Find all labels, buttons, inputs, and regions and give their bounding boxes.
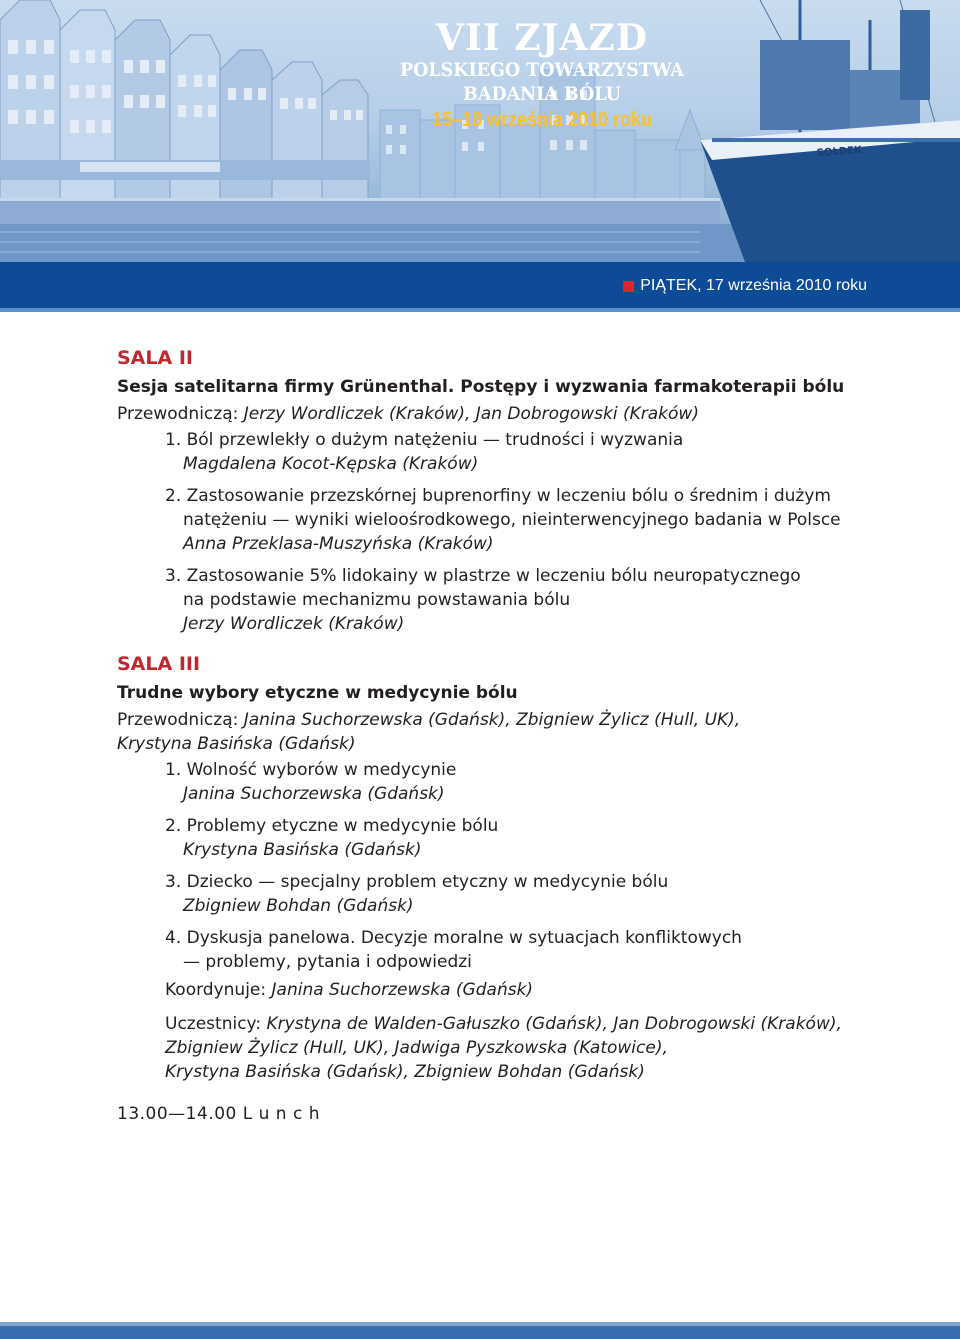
room-heading-sala-3: SALA III xyxy=(117,653,201,675)
talk-title: 2. Problemy etyczne w medycynie bólu xyxy=(165,816,499,836)
participants-names-continued: Zbigniew Żylicz (Hull, UK), Jadwiga Pyszkowska (Katowice), xyxy=(165,1038,668,1058)
talk-title-continued: — problemy, pytania i odpowiedzi xyxy=(183,952,472,972)
header-banner xyxy=(0,0,960,262)
chairs-line xyxy=(117,708,877,732)
participants-names-continued: Krystyna Basińska (Gdańsk), Zbigniew Bohdan (Gdańsk) xyxy=(165,1062,645,1082)
participants-block xyxy=(165,1012,877,1084)
list-item xyxy=(165,758,877,806)
talk-title: 4. Dyskusja panelowa. Decyzje moralne w sytuacjach konfliktowych xyxy=(165,928,742,948)
chairs-line xyxy=(117,402,877,426)
talk-author: Janina Suchorzewska (Gdańsk) xyxy=(183,784,445,804)
talk-title: 3. Dziecko — specjalny problem etyczny w medycynie bólu xyxy=(165,872,669,892)
list-item xyxy=(165,564,877,636)
chairs-names: Jerzy Wordliczek (Kraków), Jan Dobrogowski (Kraków) xyxy=(243,404,699,424)
day-text: PIĄTEK, 17 września 2010 roku xyxy=(640,277,867,294)
footer-bar-highlight xyxy=(0,1322,960,1326)
talk-author: Jerzy Wordliczek (Kraków) xyxy=(183,614,405,634)
conference-dates: 15–18 września 2010 roku xyxy=(431,109,653,131)
talk-author: Zbigniew Bohdan (Gdańsk) xyxy=(183,896,414,916)
red-square-icon xyxy=(623,281,634,292)
talk-title-continued: na podstawie mechanizmu powstawania bólu xyxy=(183,590,571,610)
coordinator-line xyxy=(165,978,877,1002)
session-title: Trudne wybory etyczne w medycynie bólu xyxy=(117,683,518,703)
coordinator-label: Koordynuje: xyxy=(165,980,272,1000)
list-item xyxy=(165,484,877,556)
room-heading-sala-2: SALA II xyxy=(117,347,193,369)
chairs-label: Przewodniczą: xyxy=(117,404,244,424)
talk-author: Krystyna Basińska (Gdańsk) xyxy=(183,840,422,860)
list-item xyxy=(165,428,877,476)
conference-title: VII ZJAZD xyxy=(436,17,648,59)
participants-label: Uczestnicy: xyxy=(165,1014,267,1034)
talk-title: 1. Wolność wyborów w medycynie xyxy=(165,760,457,780)
list-item xyxy=(165,870,877,918)
day-band-underline xyxy=(0,308,960,312)
ship-name: SOŁDEK xyxy=(816,144,863,159)
list-item xyxy=(165,926,877,974)
chairs-label: Przewodniczą: xyxy=(117,710,244,730)
conference-subtitle: POLSKIEGO TOWARZYSTWA BADANIA BÓLU xyxy=(399,59,684,105)
day-label xyxy=(623,277,867,295)
chairs-names: Janina Suchorzewska (Gdańsk), Zbigniew Żylicz (Hull, UK), xyxy=(243,710,741,730)
talk-author: Magdalena Kocot-Kępska (Kraków) xyxy=(183,454,479,474)
chairs-names-continued: Krystyna Basińska (Gdańsk) xyxy=(117,734,356,754)
talk-title: 3. Zastosowanie 5% lidokainy w plastrze w leczeniu bólu neuropatycznego xyxy=(165,566,801,586)
talk-author: Anna Przeklasa-Muszyńska (Kraków) xyxy=(183,534,494,554)
programme-content xyxy=(117,344,877,1126)
talk-title: 1. Ból przewlekły o dużym natężeniu — trudności i wyzwania xyxy=(165,430,684,450)
list-item xyxy=(165,814,877,862)
coordinator-name: Janina Suchorzewska (Gdańsk) xyxy=(271,980,534,1000)
session-title: Sesja satelitarna firmy Grünenthal. Postępy i wyzwania farmakoterapii bólu xyxy=(117,377,845,397)
talk-title: 2. Zastosowanie przezskórnej buprenorfiny w leczeniu bólu o średnim i dużym xyxy=(165,486,831,506)
participants-names: Krystyna de Walden-Gałuszko (Gdańsk), Jan Dobrogowski (Kraków), xyxy=(266,1014,842,1034)
conference-title-block xyxy=(342,18,742,134)
talk-title-continued: natężeniu — wyniki wieloośrodkowego, nieinterwencyjnego badania w Polsce xyxy=(183,510,841,530)
lunch-break: 13.00—14.00 L u n c h xyxy=(117,1104,320,1124)
